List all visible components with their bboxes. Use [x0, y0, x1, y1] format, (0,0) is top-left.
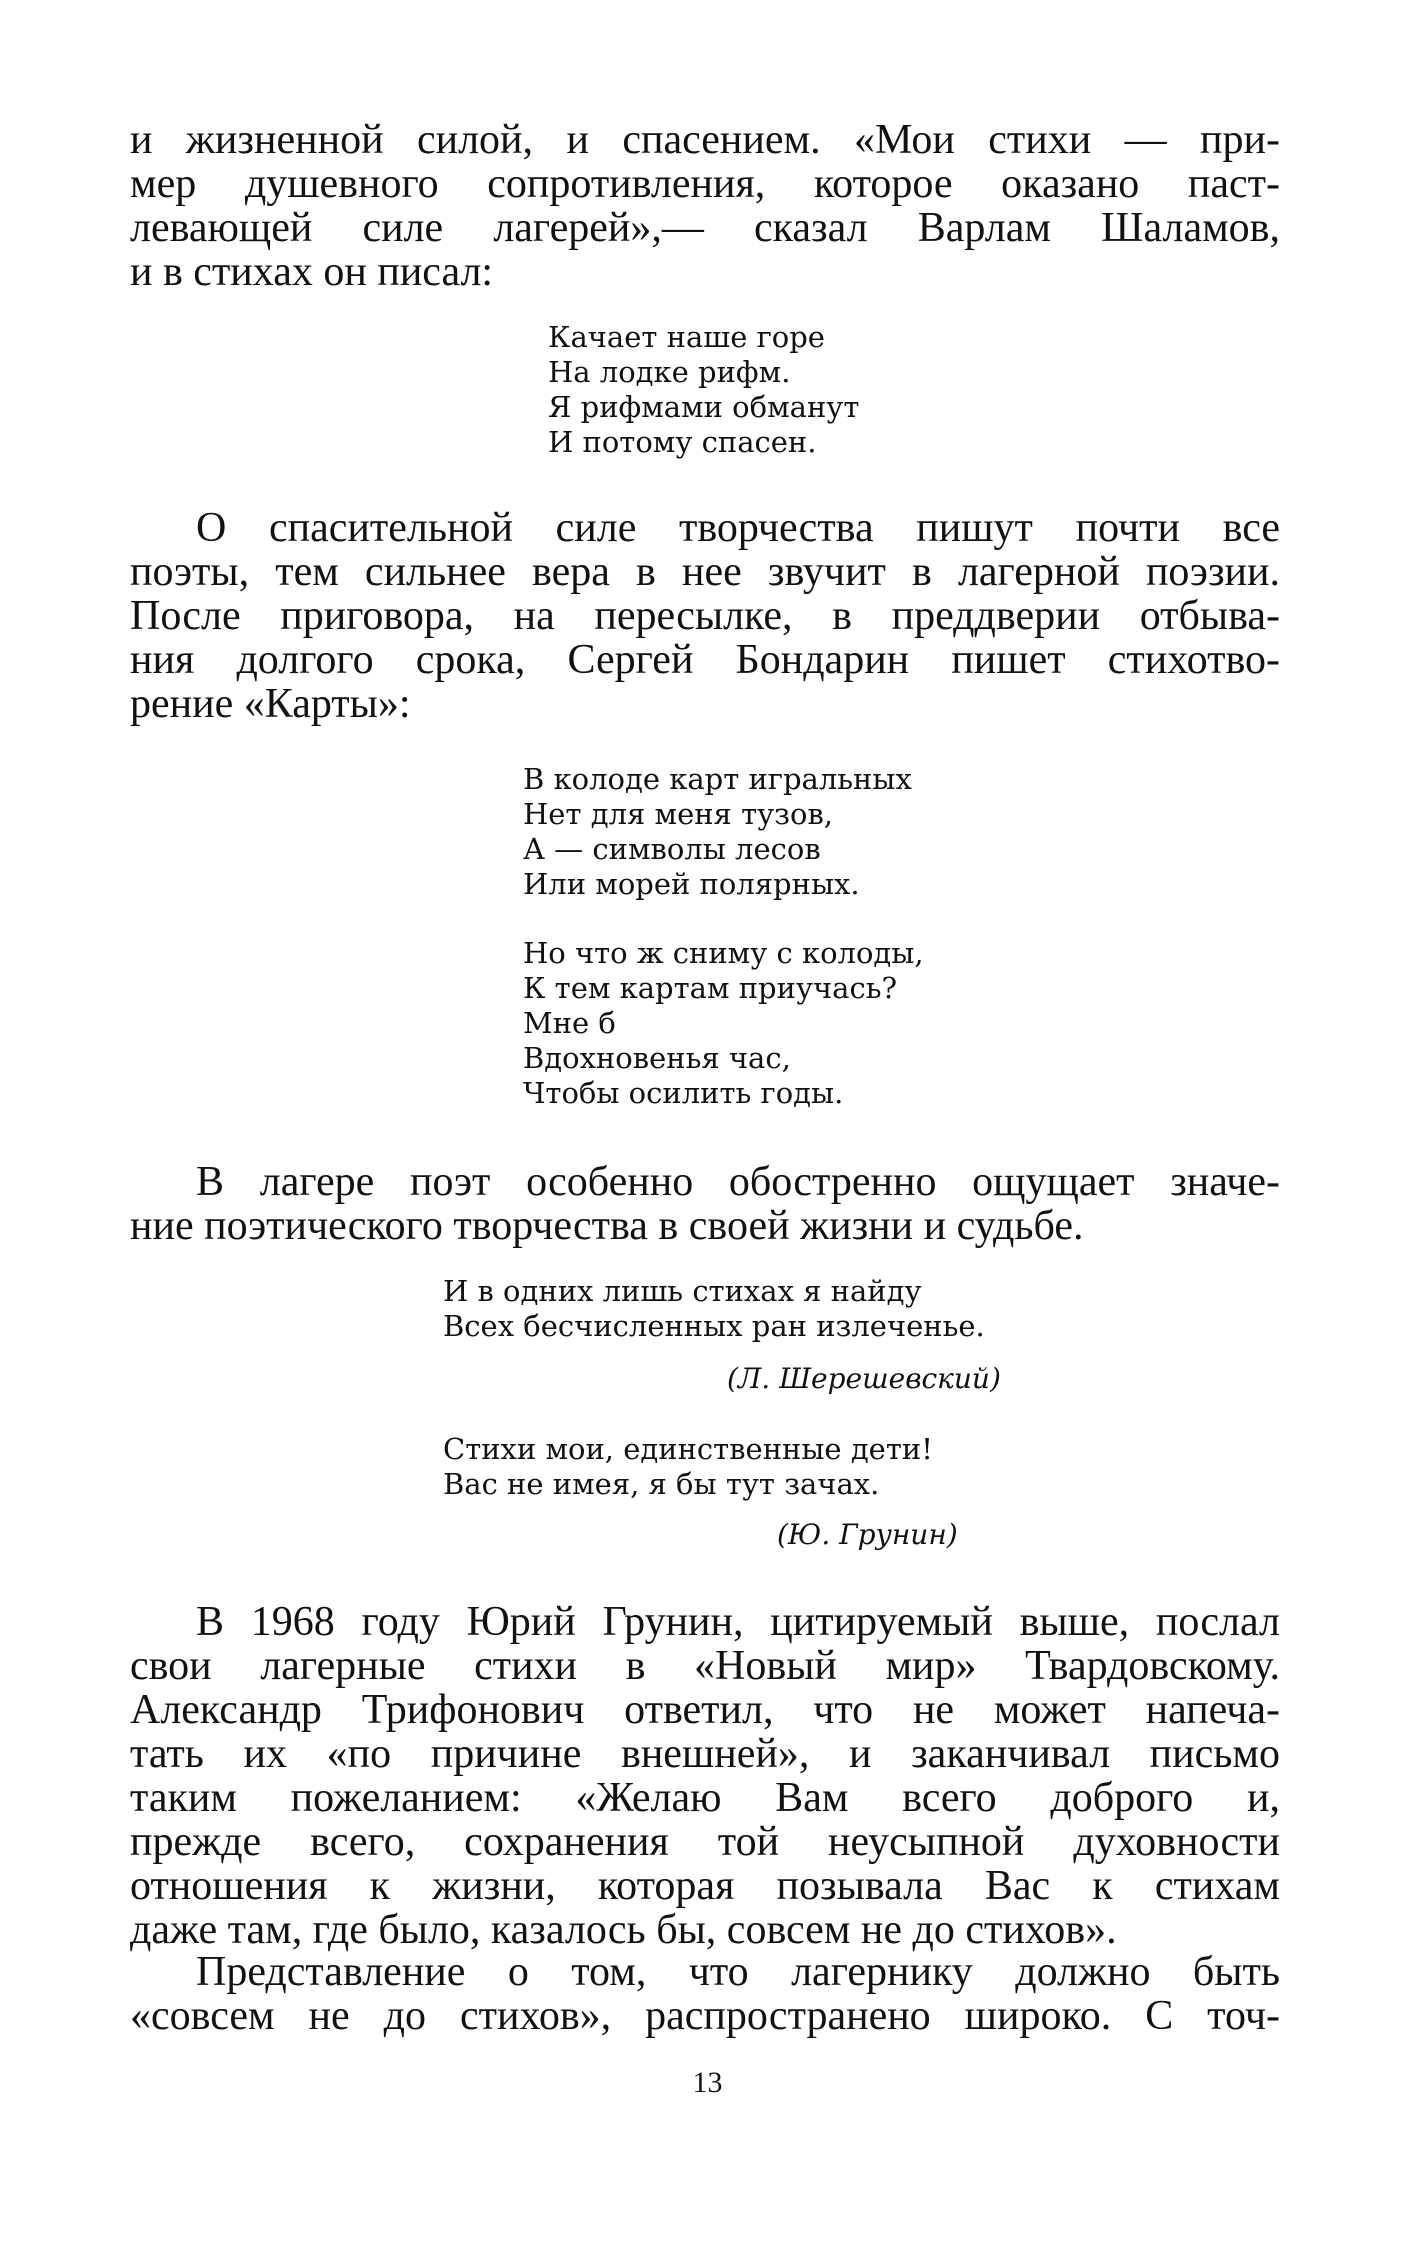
poem-cards-stanza-2	[523, 936, 924, 1111]
verse-line: В колоде карт игральных	[523, 762, 912, 796]
poem-grunin	[443, 1432, 933, 1502]
text-line: поэты, тем сильнее вера в нее звучит в лагерной поэзии.	[130, 549, 1280, 595]
verse-line: Но что ж сниму с колоды,	[523, 936, 924, 970]
paragraph-tvardovsky	[130, 1600, 1280, 1952]
verse-line: Вас не имея, я бы тут зачах.	[443, 1467, 880, 1501]
text-line: отношения к жизни, которая позывала Вас к стихам	[130, 1863, 1280, 1909]
text-line: ния долгого срока, Сергей Бондарин пишет стихотво-	[130, 637, 1280, 683]
attribution-shereshevsky: (Л. Шерешевский)	[727, 1362, 1001, 1395]
verse-line: И потому спасен.	[548, 425, 817, 459]
text-line: В 1968 году Юрий Грунин, цитируемый выше, послал	[196, 1599, 1280, 1645]
verse-line: Всех бесчисленных ран излеченье.	[443, 1309, 985, 1343]
verse-line: На лодке рифм.	[548, 355, 791, 389]
verse-line: Чтобы осилить годы.	[523, 1076, 844, 1110]
text-line: и в стихах он писал:	[130, 249, 494, 295]
text-line: тать их «по причине внешней», и заканчивал письмо	[130, 1731, 1280, 1777]
text-line: В лагере поэт особенно обостренно ощущает значе-	[196, 1159, 1280, 1205]
text-line: и жизненной силой, и спасением. «Мои стихи — при-	[130, 117, 1280, 163]
text-line: О спасительной силе творчества пишут почти все	[196, 505, 1280, 551]
text-line: левающей силе лагерей»,— сказал Варлам Шаламов,	[130, 205, 1280, 251]
page-number: 13	[692, 2066, 723, 2099]
poem-shalamov	[548, 320, 859, 460]
text-line: даже там, где было, казалось бы, совсем не до стихов».	[130, 1907, 1117, 1953]
text-line: Александр Трифонович ответил, что не может напеча-	[130, 1687, 1280, 1733]
verse-line: Вдохновенья час,	[523, 1041, 791, 1075]
verse-line: Я рифмами обманут	[548, 390, 860, 424]
text-line: свои лагерные стихи в «Новый мир» Твардовскому.	[130, 1643, 1280, 1689]
verse-line: Мне б	[523, 1006, 616, 1040]
poem-shereshevsky	[443, 1274, 985, 1344]
verse-line: Нет для меня тузов,	[523, 797, 833, 831]
text-line: Представление о том, что лагернику должно быть	[196, 1949, 1280, 1995]
verse-line: Качает наше горе	[548, 320, 825, 354]
verse-line: И в одних лишь стихах я найду	[443, 1274, 922, 1308]
verse-line: Стихи мои, единственные дети!	[443, 1432, 933, 1466]
paragraph-bondarin	[130, 506, 1280, 726]
text-line: ние поэтического творчества в своей жизни и судьбе.	[130, 1203, 1084, 1249]
paragraph-representation	[130, 1950, 1280, 2038]
verse-line: К тем картам приучась?	[523, 971, 898, 1005]
paragraph-shalamov	[130, 118, 1280, 294]
text-line: «совсем не до стихов», распространено широко. С точ-	[130, 1993, 1280, 2039]
poem-cards-stanza-1	[523, 762, 912, 902]
attribution-grunin: (Ю. Грунин)	[777, 1518, 958, 1551]
paragraph-camp-poet	[130, 1160, 1280, 1248]
text-line: прежде всего, сохранения той неусыпной духовности	[130, 1819, 1280, 1865]
text-line: рение «Карты»:	[130, 681, 411, 727]
text-line: мер душевного сопротивления, которое оказано паст-	[130, 161, 1280, 207]
text-line: таким пожеланием: «Желаю Вам всего доброго и,	[130, 1775, 1280, 1821]
text-line: После приговора, на пересылке, в преддверии отбыва-	[130, 593, 1280, 639]
verse-line: Или морей полярных.	[523, 867, 860, 901]
verse-line: А — символы лесов	[523, 832, 821, 866]
